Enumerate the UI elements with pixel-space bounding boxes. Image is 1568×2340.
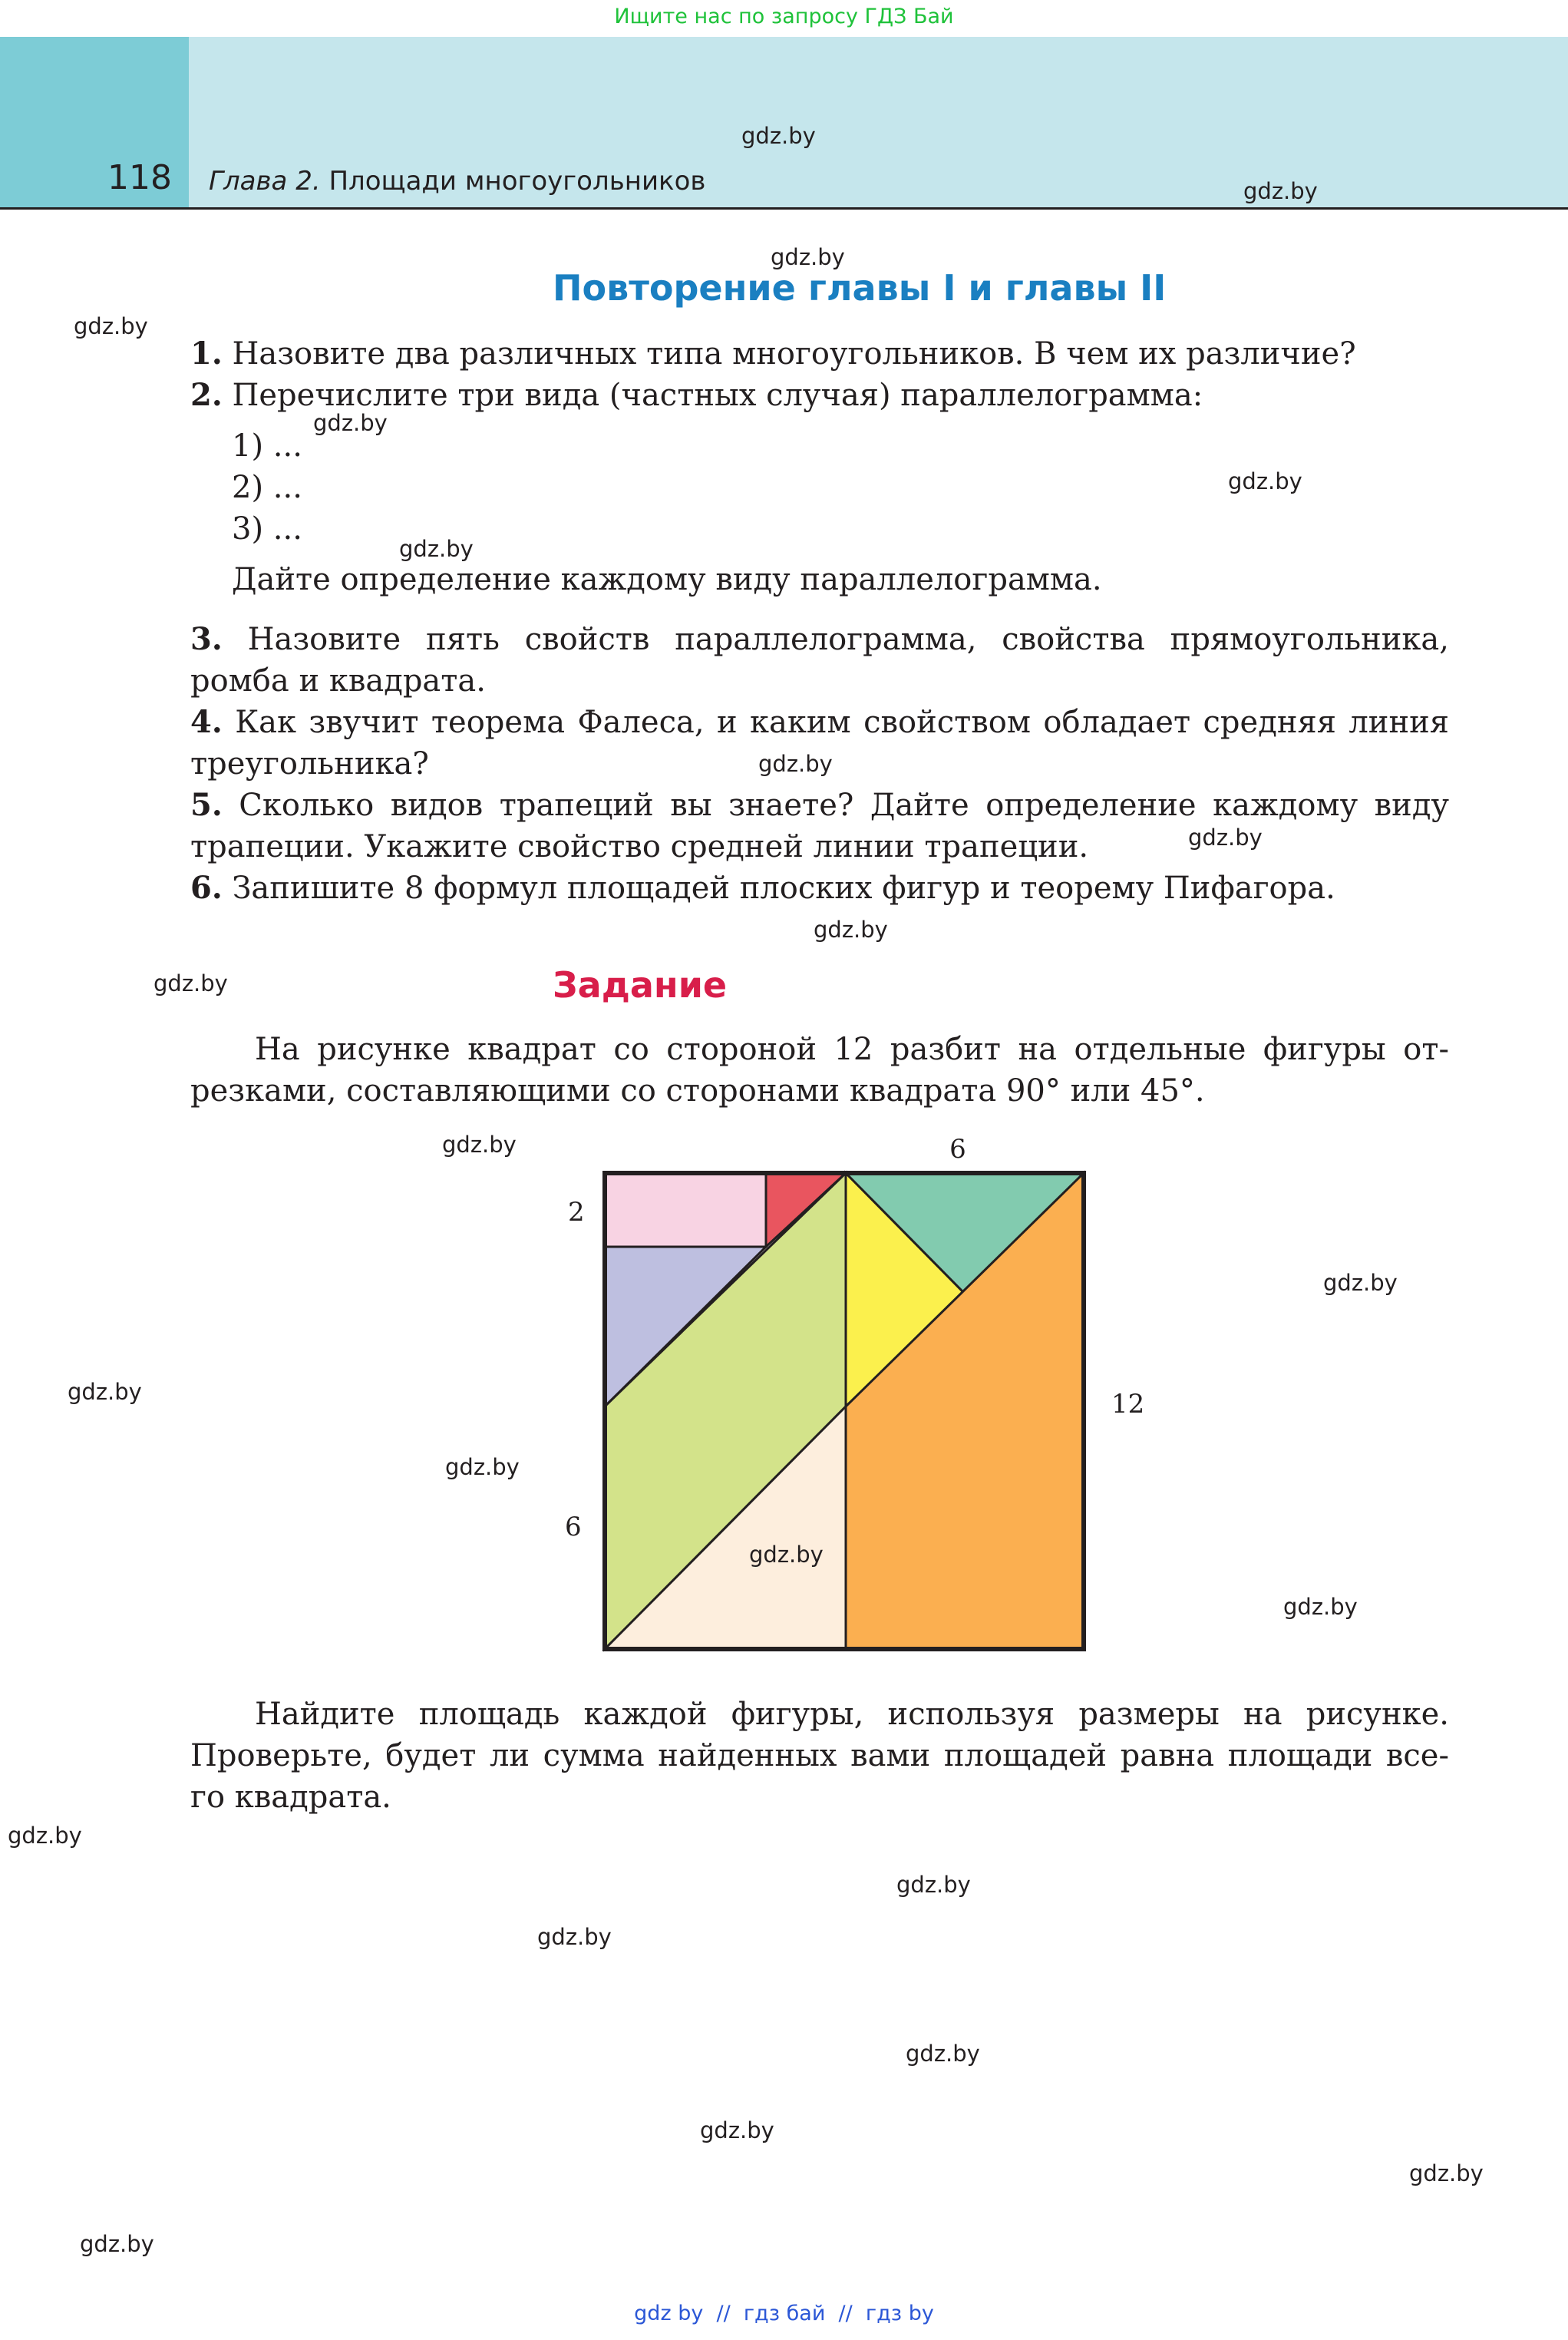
pink-rectangle	[605, 1173, 766, 1247]
watermark: gdz.by	[1228, 468, 1302, 494]
question-number: 2.	[190, 377, 223, 413]
question-text: ромба и квадрата.	[190, 663, 486, 699]
watermark: gdz.by	[68, 1379, 142, 1405]
watermark: gdz.by	[399, 536, 474, 562]
chapter-name: Площади многоугольников	[328, 166, 706, 197]
label-left-6: 6	[565, 1512, 582, 1542]
question-3	[190, 619, 1449, 660]
watermark: gdz.by	[758, 751, 833, 777]
label-right-12: 12	[1111, 1389, 1145, 1420]
watermark: gdz.by	[1409, 2160, 1484, 2186]
watermark: gdz.by	[1283, 1594, 1358, 1620]
question-text: Назовите пять свойств параллелограмма, свойства прямоугольника,	[247, 622, 1449, 657]
footer-links[interactable]: gdz by // гдз бай // гдз by	[634, 2302, 934, 2325]
watermark: gdz.by	[700, 2117, 774, 2143]
label-left-2: 2	[568, 1197, 585, 1228]
watermark: gdz.by	[74, 313, 148, 339]
question-number: 3.	[190, 621, 223, 657]
watermark: gdz.by	[1188, 825, 1263, 851]
chapter-title	[209, 166, 705, 197]
watermark: gdz.by	[771, 244, 845, 270]
task-outro-line: го квадрата.	[190, 1780, 391, 1815]
task-outro-line: Найдите площадь каждой фигуры, используя размеры на рисунке.	[255, 1697, 1449, 1732]
watermark: gdz.by	[537, 1924, 612, 1950]
task-heading: Задание	[553, 964, 728, 1006]
question-6	[190, 868, 1335, 909]
question-text: Перечислите три вида (частных случая) параллелограмма:	[232, 378, 1203, 413]
watermark: gdz.by	[1243, 178, 1318, 204]
watermark: gdz.by	[313, 410, 388, 436]
watermark: gdz.by	[814, 917, 888, 943]
task-intro-line: резками, составляющими со сторонами квадрата 90° или 45°.	[190, 1073, 1205, 1109]
watermark: gdz.by	[153, 970, 228, 996]
question-number: 1.	[190, 335, 223, 372]
watermark: gdz.by	[906, 2041, 980, 2067]
label-top-6: 6	[949, 1134, 966, 1165]
list-item: 3) ...	[232, 511, 302, 547]
question-text: треугольника?	[190, 746, 429, 782]
question-text: Сколько видов трапеций вы знаете? Дайте определение каждому виду	[239, 788, 1449, 823]
question-number: 5.	[190, 787, 223, 823]
page-number: 118	[107, 158, 172, 197]
question-number: 6.	[190, 870, 223, 906]
question-text: Назовите два различных типа многоугольников. В чем их различие?	[232, 336, 1356, 372]
header-rule	[0, 207, 1568, 210]
review-heading: Повторение главы I и главы II	[553, 267, 1167, 309]
task-outro-line: Проверьте, будет ли сумма найденных вами площадей равна площади все-	[190, 1738, 1449, 1773]
chapter-label: Глава 2.	[209, 166, 321, 197]
task-intro-line: На рисунке квадрат со стороной 12 разбит на отдельные фигуры от-	[255, 1032, 1449, 1067]
watermark: gdz.by	[442, 1132, 517, 1158]
list-item: 2) ...	[232, 470, 302, 505]
watermark: gdz.by	[1323, 1270, 1398, 1296]
question-number: 4.	[190, 704, 223, 740]
list-item: 1) ...	[232, 428, 302, 464]
watermark: gdz.by	[749, 1542, 824, 1568]
question-text: Дайте определение каждому виду параллелограмма.	[232, 562, 1102, 597]
watermark: gdz.by	[80, 2231, 154, 2257]
watermark: gdz.by	[741, 123, 816, 149]
watermark: gdz.by	[445, 1454, 520, 1480]
question-text: трапеции. Укажите свойство средней линии трапеции.	[190, 829, 1089, 864]
dissected-square-figure	[537, 1121, 1145, 1674]
watermark: gdz.by	[896, 1872, 971, 1898]
question-text: Как звучит теорема Фалеса, и каким свойством обладает средняя линия	[235, 705, 1450, 740]
question-1	[190, 333, 1356, 375]
question-4	[190, 702, 1449, 743]
top-banner[interactable]: Ищите нас по запросу ГДЗ Бай	[614, 5, 954, 28]
watermark: gdz.by	[8, 1823, 82, 1849]
question-5	[190, 785, 1449, 826]
question-text: Запишите 8 формул площадей плоских фигур и теорему Пифагора.	[232, 871, 1335, 906]
